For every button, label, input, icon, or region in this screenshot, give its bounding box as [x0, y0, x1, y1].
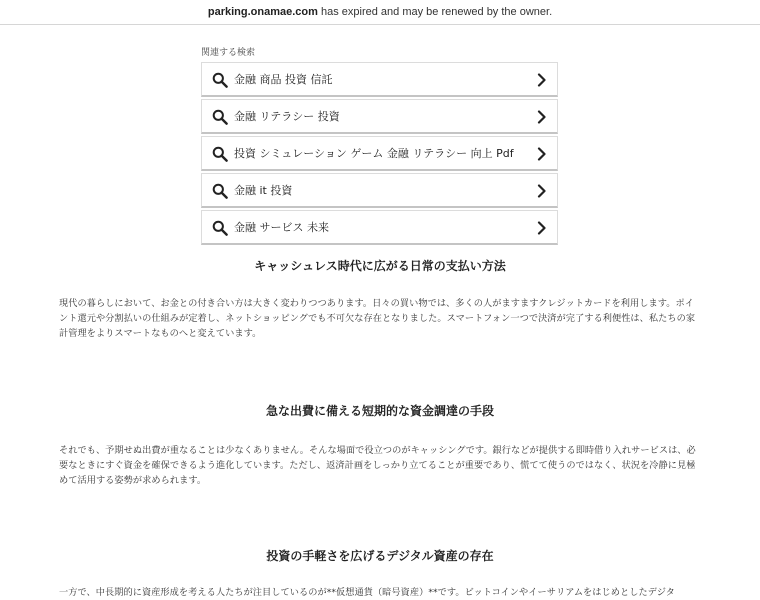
chevron-right-icon	[537, 221, 547, 235]
search-icon	[212, 109, 228, 125]
related-search-label: 金融 it 投資	[234, 184, 293, 197]
search-icon	[212, 220, 228, 236]
search-icon	[212, 183, 228, 199]
related-search-label: 金融 リテラシー 投資	[234, 110, 340, 123]
related-searches	[201, 46, 558, 247]
chevron-right-icon	[537, 147, 547, 161]
related-search-label: 金融 サービス 未来	[234, 221, 329, 234]
chevron-right-icon	[537, 110, 547, 124]
banner-message: has expired and may be renewed by the owner.	[317, 6, 553, 18]
expired-domain-banner	[0, 0, 760, 25]
section-paragraph: 現代の暮らしにおいて、お金との付き合い方は大きく変わりつつあります。日々の買い物では、多くの人がますますクレジットカードを利用します。ポイント還元や分割払いの仕組みが定着し、ネットショッピングでも不可欠な存在となりました。スマートフォン一つで決済が完了する利便性は、私たちの家計管理をよりスマートなものへと変えています。	[59, 298, 696, 339]
related-search-item[interactable]	[201, 62, 558, 97]
related-search-item[interactable]	[201, 99, 558, 134]
section-paragraph: 一方で、中長期的に資産形成を考える人たちが注目しているのが**仮想通貨（暗号資産）**です。ビットコインやイーサリアムをはじめとしたデジタ	[59, 587, 675, 598]
search-icon	[212, 72, 228, 88]
search-icon	[212, 146, 228, 162]
section-heading: 投資の手軽さを広げるデジタル資産の存在	[266, 549, 494, 563]
related-search-label: 投資 シミュレーション ゲーム 金融 リテラシー 向上 Pdf	[234, 147, 514, 160]
related-searches-heading: 関連する検索	[201, 48, 256, 58]
related-search-item[interactable]	[201, 173, 558, 208]
chevron-right-icon	[537, 184, 547, 198]
section-paragraph: それでも、予期せぬ出費が重なることは少なくありません。そんな場面で役立つのがキャッシングです。銀行などが提供する即時借り入れサービスは、必要なときにすぐ資金を確保できるよう進化しています。ただし、返済計画をしっかり立てることが重要であり、慌てて使うのではなく、状況を冷静に見極めて活用する姿勢が求められます。	[59, 445, 696, 486]
section-heading: 急な出費に備える短期的な資金調達の手段	[265, 404, 494, 418]
related-search-item[interactable]	[201, 136, 558, 171]
related-search-item[interactable]	[201, 210, 558, 245]
section-heading: キャッシュレス時代に広がる日常の支払い方法	[254, 259, 506, 273]
related-search-label: 金融 商品 投資 信託	[234, 73, 333, 86]
banner-domain: parking.onamae.com	[207, 6, 318, 18]
chevron-right-icon	[537, 73, 547, 87]
